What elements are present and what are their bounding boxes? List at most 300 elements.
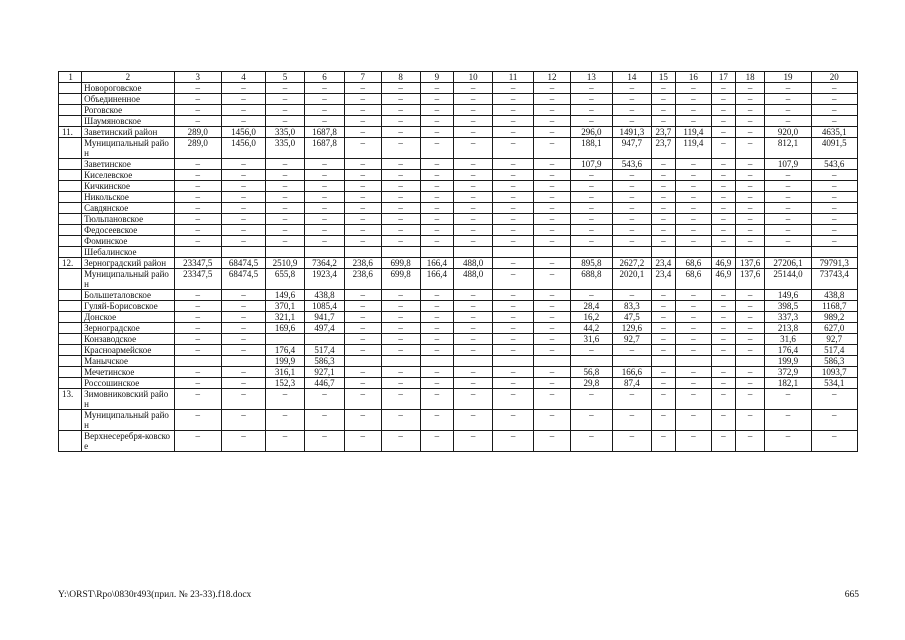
value-cell: – xyxy=(534,83,571,94)
value-cell xyxy=(266,334,305,345)
value-cell: – xyxy=(765,83,811,94)
value-cell: – xyxy=(612,181,651,192)
value-cell: – xyxy=(735,378,764,389)
value-cell: 941,7 xyxy=(304,312,344,323)
value-cell xyxy=(493,356,534,367)
column-number-cell: 10 xyxy=(454,72,493,83)
value-cell: – xyxy=(266,94,305,105)
value-cell: – xyxy=(676,170,712,181)
value-cell: – xyxy=(570,389,612,410)
value-cell: – xyxy=(266,170,305,181)
value-cell: – xyxy=(651,367,675,378)
value-cell: – xyxy=(221,159,265,170)
value-cell: 238,6 xyxy=(344,269,381,290)
row-number-cell xyxy=(59,138,82,159)
value-cell: – xyxy=(174,323,221,334)
value-cell: – xyxy=(711,203,735,214)
value-cell: 166,6 xyxy=(612,367,651,378)
value-cell: 119,4 xyxy=(676,127,712,138)
value-cell: 4635,1 xyxy=(811,127,857,138)
table-body xyxy=(59,72,858,452)
value-cell: 1093,7 xyxy=(811,367,857,378)
value-cell: 213,8 xyxy=(765,323,811,334)
value-cell: – xyxy=(711,389,735,410)
municipality-name-cell: Тюльпановское xyxy=(82,214,175,225)
value-cell: – xyxy=(344,214,381,225)
value-cell: 699,8 xyxy=(381,258,420,269)
value-cell: – xyxy=(420,389,454,410)
value-cell: – xyxy=(811,83,857,94)
value-cell: – xyxy=(735,181,764,192)
value-cell: 1491,3 xyxy=(612,127,651,138)
value-cell: – xyxy=(304,389,344,410)
value-cell: – xyxy=(493,214,534,225)
value-cell: – xyxy=(174,236,221,247)
value-cell: – xyxy=(811,94,857,105)
value-cell: – xyxy=(735,312,764,323)
value-cell: – xyxy=(420,431,454,452)
value-cell: – xyxy=(651,105,675,116)
value-cell: – xyxy=(570,83,612,94)
table-row xyxy=(59,367,858,378)
value-cell xyxy=(570,247,612,258)
value-cell: – xyxy=(381,170,420,181)
value-cell: 517,4 xyxy=(304,345,344,356)
table-row xyxy=(59,290,858,301)
value-cell: 895,8 xyxy=(570,258,612,269)
column-number-cell: 20 xyxy=(811,72,857,83)
value-cell: – xyxy=(174,290,221,301)
value-cell: – xyxy=(174,105,221,116)
table-row xyxy=(59,181,858,192)
value-cell: – xyxy=(454,116,493,127)
value-cell: 46,9 xyxy=(711,269,735,290)
value-cell: – xyxy=(454,290,493,301)
value-cell: – xyxy=(344,181,381,192)
row-number-cell xyxy=(59,105,82,116)
value-cell: – xyxy=(735,410,764,431)
value-cell: 56,8 xyxy=(570,367,612,378)
value-cell: – xyxy=(493,105,534,116)
value-cell: 1923,4 xyxy=(304,269,344,290)
value-cell: – xyxy=(221,323,265,334)
row-number-cell xyxy=(59,367,82,378)
value-cell: – xyxy=(534,431,571,452)
value-cell: – xyxy=(735,214,764,225)
value-cell: 79791,3 xyxy=(811,258,857,269)
value-cell: – xyxy=(174,94,221,105)
value-cell: 23,4 xyxy=(651,258,675,269)
value-cell: 73743,4 xyxy=(811,269,857,290)
municipality-name-cell: Роговское xyxy=(82,105,175,116)
column-number-cell: 2 xyxy=(82,72,175,83)
value-cell: – xyxy=(493,225,534,236)
row-number-cell xyxy=(59,214,82,225)
value-cell: – xyxy=(174,225,221,236)
value-cell: – xyxy=(735,159,764,170)
column-number-cell: 13 xyxy=(570,72,612,83)
value-cell: – xyxy=(454,192,493,203)
value-cell: – xyxy=(676,203,712,214)
value-cell: – xyxy=(221,312,265,323)
value-cell: – xyxy=(651,83,675,94)
value-cell: – xyxy=(266,83,305,94)
value-cell xyxy=(676,247,712,258)
row-number-cell xyxy=(59,203,82,214)
value-cell: 68474,5 xyxy=(221,258,265,269)
value-cell: – xyxy=(454,389,493,410)
value-cell: – xyxy=(676,159,712,170)
value-cell: – xyxy=(420,345,454,356)
value-cell: – xyxy=(534,138,571,159)
value-cell: 920,0 xyxy=(765,127,811,138)
municipality-name-cell: Россошинское xyxy=(82,378,175,389)
value-cell: – xyxy=(570,105,612,116)
column-number-cell: 3 xyxy=(174,72,221,83)
value-cell: – xyxy=(676,334,712,345)
value-cell: – xyxy=(651,159,675,170)
value-cell: – xyxy=(735,301,764,312)
row-number-cell xyxy=(59,410,82,431)
value-cell: – xyxy=(381,116,420,127)
value-cell: – xyxy=(344,378,381,389)
value-cell: – xyxy=(711,83,735,94)
value-cell xyxy=(454,247,493,258)
value-cell: – xyxy=(493,192,534,203)
value-cell: – xyxy=(174,192,221,203)
column-number-cell: 11 xyxy=(493,72,534,83)
value-cell: – xyxy=(174,301,221,312)
value-cell xyxy=(381,247,420,258)
value-cell: – xyxy=(651,94,675,105)
value-cell: – xyxy=(612,345,651,356)
column-number-cell: 6 xyxy=(304,72,344,83)
column-number-cell: 4 xyxy=(221,72,265,83)
value-cell: – xyxy=(304,431,344,452)
municipality-name-cell: Зимовниковский район xyxy=(82,389,175,410)
value-cell: – xyxy=(420,225,454,236)
value-cell: – xyxy=(381,431,420,452)
value-cell xyxy=(493,247,534,258)
value-cell xyxy=(174,356,221,367)
value-cell: 655,8 xyxy=(266,269,305,290)
value-cell: 27206,1 xyxy=(765,258,811,269)
value-cell: 488,0 xyxy=(454,258,493,269)
value-cell: – xyxy=(570,94,612,105)
value-cell: – xyxy=(454,225,493,236)
value-cell: – xyxy=(381,378,420,389)
value-cell: – xyxy=(534,410,571,431)
value-cell: – xyxy=(266,214,305,225)
municipality-name-cell: Донское xyxy=(82,312,175,323)
value-cell: – xyxy=(304,105,344,116)
value-cell: 1687,8 xyxy=(304,127,344,138)
value-cell: – xyxy=(651,170,675,181)
value-cell: – xyxy=(420,181,454,192)
value-cell: – xyxy=(174,214,221,225)
value-cell: 23347,5 xyxy=(174,258,221,269)
value-cell: – xyxy=(651,312,675,323)
value-cell: – xyxy=(174,312,221,323)
value-cell: – xyxy=(493,203,534,214)
value-cell: – xyxy=(493,312,534,323)
value-cell: 1168,7 xyxy=(811,301,857,312)
value-cell xyxy=(221,356,265,367)
municipality-name-cell: Мечетинское xyxy=(82,367,175,378)
value-cell: – xyxy=(711,116,735,127)
table-row xyxy=(59,116,858,127)
value-cell: – xyxy=(174,83,221,94)
column-number-cell: 5 xyxy=(266,72,305,83)
value-cell xyxy=(735,356,764,367)
value-cell: 152,3 xyxy=(266,378,305,389)
value-cell xyxy=(381,356,420,367)
table-row xyxy=(59,192,858,203)
value-cell: 166,4 xyxy=(420,269,454,290)
value-cell: 446,7 xyxy=(304,378,344,389)
value-cell: – xyxy=(344,431,381,452)
value-cell: – xyxy=(534,214,571,225)
value-cell: – xyxy=(570,116,612,127)
value-cell: – xyxy=(454,105,493,116)
value-cell xyxy=(711,356,735,367)
value-cell: – xyxy=(676,323,712,334)
value-cell: – xyxy=(381,345,420,356)
value-cell: – xyxy=(493,367,534,378)
value-cell: – xyxy=(651,389,675,410)
value-cell: 199,9 xyxy=(266,356,305,367)
value-cell: – xyxy=(534,181,571,192)
value-cell: 68,6 xyxy=(676,269,712,290)
value-cell: – xyxy=(570,290,612,301)
row-number-cell xyxy=(59,170,82,181)
value-cell: 488,0 xyxy=(454,269,493,290)
value-cell: 4091,5 xyxy=(811,138,857,159)
row-number-cell xyxy=(59,378,82,389)
value-cell: – xyxy=(676,83,712,94)
value-cell: – xyxy=(612,94,651,105)
value-cell: – xyxy=(454,181,493,192)
municipality-name-cell: Муниципальный район xyxy=(82,138,175,159)
value-cell: – xyxy=(266,236,305,247)
table-row xyxy=(59,138,858,159)
column-number-cell: 9 xyxy=(420,72,454,83)
value-cell: – xyxy=(765,105,811,116)
value-cell xyxy=(174,247,221,258)
value-cell: – xyxy=(420,410,454,431)
table-row xyxy=(59,159,858,170)
value-cell: 289,0 xyxy=(174,138,221,159)
municipality-name-cell: Федосеевское xyxy=(82,225,175,236)
value-cell: – xyxy=(765,431,811,452)
value-cell: – xyxy=(711,170,735,181)
value-cell: – xyxy=(765,214,811,225)
value-cell: – xyxy=(420,214,454,225)
value-cell: – xyxy=(811,431,857,452)
value-cell: – xyxy=(735,94,764,105)
value-cell: – xyxy=(266,203,305,214)
value-cell: – xyxy=(266,105,305,116)
table-row xyxy=(59,258,858,269)
value-cell: – xyxy=(811,225,857,236)
value-cell xyxy=(735,247,764,258)
value-cell: – xyxy=(493,170,534,181)
value-cell: – xyxy=(381,192,420,203)
value-cell: – xyxy=(266,159,305,170)
value-cell: – xyxy=(381,290,420,301)
value-cell: – xyxy=(651,410,675,431)
value-cell: – xyxy=(651,181,675,192)
value-cell xyxy=(344,247,381,258)
value-cell xyxy=(344,356,381,367)
value-cell: – xyxy=(381,159,420,170)
value-cell: – xyxy=(221,367,265,378)
value-cell: – xyxy=(676,312,712,323)
value-cell: – xyxy=(765,225,811,236)
value-cell: 1687,8 xyxy=(304,138,344,159)
value-cell: – xyxy=(174,181,221,192)
value-cell: – xyxy=(534,127,571,138)
value-cell: 586,3 xyxy=(304,356,344,367)
value-cell: – xyxy=(304,181,344,192)
value-cell: 1456,0 xyxy=(221,138,265,159)
value-cell: 149,6 xyxy=(266,290,305,301)
value-cell: 688,8 xyxy=(570,269,612,290)
municipality-name-cell: Заветинское xyxy=(82,159,175,170)
value-cell: – xyxy=(711,214,735,225)
value-cell: – xyxy=(811,116,857,127)
value-cell xyxy=(651,356,675,367)
value-cell xyxy=(266,247,305,258)
value-cell: – xyxy=(304,94,344,105)
value-cell: – xyxy=(711,236,735,247)
value-cell: – xyxy=(493,83,534,94)
value-cell: – xyxy=(735,127,764,138)
table-row xyxy=(59,170,858,181)
municipality-name-cell: Савдянское xyxy=(82,203,175,214)
row-number-cell xyxy=(59,225,82,236)
value-cell: – xyxy=(534,192,571,203)
value-cell: – xyxy=(221,301,265,312)
value-cell: – xyxy=(381,105,420,116)
value-cell: – xyxy=(711,138,735,159)
value-cell: – xyxy=(344,192,381,203)
value-cell: – xyxy=(651,323,675,334)
value-cell: – xyxy=(174,116,221,127)
column-number-row xyxy=(59,72,858,83)
value-cell: 176,4 xyxy=(266,345,305,356)
value-cell: – xyxy=(534,323,571,334)
table-row xyxy=(59,94,858,105)
value-cell: – xyxy=(420,367,454,378)
value-cell: – xyxy=(534,236,571,247)
value-cell: – xyxy=(454,323,493,334)
value-cell: – xyxy=(266,181,305,192)
value-cell: – xyxy=(570,345,612,356)
value-cell: 517,4 xyxy=(811,345,857,356)
value-cell: 44,2 xyxy=(570,323,612,334)
column-number-cell: 15 xyxy=(651,72,675,83)
value-cell: – xyxy=(344,105,381,116)
value-cell: – xyxy=(676,431,712,452)
value-cell: – xyxy=(612,236,651,247)
value-cell: – xyxy=(676,301,712,312)
row-number-cell: 11. xyxy=(59,127,82,138)
value-cell: 296,0 xyxy=(570,127,612,138)
value-cell: – xyxy=(381,127,420,138)
row-number-cell xyxy=(59,236,82,247)
value-cell: – xyxy=(570,225,612,236)
value-cell: – xyxy=(420,334,454,345)
value-cell: – xyxy=(174,410,221,431)
value-cell: 238,6 xyxy=(344,258,381,269)
value-cell: – xyxy=(735,290,764,301)
value-cell: 372,9 xyxy=(765,367,811,378)
value-cell: – xyxy=(811,181,857,192)
value-cell: – xyxy=(534,290,571,301)
value-cell: – xyxy=(534,116,571,127)
value-cell: – xyxy=(811,203,857,214)
value-cell: – xyxy=(612,192,651,203)
value-cell: 534,1 xyxy=(811,378,857,389)
value-cell: – xyxy=(612,170,651,181)
value-cell: 68474,5 xyxy=(221,269,265,290)
value-cell: – xyxy=(344,225,381,236)
value-cell: – xyxy=(676,290,712,301)
value-cell: – xyxy=(381,138,420,159)
value-cell: – xyxy=(612,225,651,236)
value-cell: – xyxy=(420,192,454,203)
value-cell: – xyxy=(420,105,454,116)
value-cell: 92,7 xyxy=(811,334,857,345)
value-cell: – xyxy=(651,345,675,356)
value-cell: – xyxy=(570,410,612,431)
municipality-name-cell: Верхнесеребря-ковское xyxy=(82,431,175,452)
value-cell: – xyxy=(221,181,265,192)
page-number: 665 xyxy=(844,590,859,600)
value-cell: – xyxy=(612,389,651,410)
value-cell: 23,7 xyxy=(651,138,675,159)
value-cell: – xyxy=(493,410,534,431)
value-cell: – xyxy=(711,127,735,138)
value-cell: – xyxy=(304,225,344,236)
value-cell: – xyxy=(344,170,381,181)
value-cell: – xyxy=(420,138,454,159)
value-cell: – xyxy=(454,312,493,323)
value-cell: – xyxy=(174,334,221,345)
column-number-cell: 12 xyxy=(534,72,571,83)
row-number-cell xyxy=(59,334,82,345)
value-cell: – xyxy=(534,203,571,214)
value-cell: – xyxy=(612,214,651,225)
value-cell: 438,8 xyxy=(304,290,344,301)
value-cell: – xyxy=(221,170,265,181)
row-number-cell xyxy=(59,431,82,452)
value-cell: – xyxy=(221,214,265,225)
value-cell: 129,6 xyxy=(612,323,651,334)
value-cell: – xyxy=(454,127,493,138)
value-cell: 316,1 xyxy=(266,367,305,378)
value-cell: – xyxy=(711,431,735,452)
value-cell: – xyxy=(221,345,265,356)
row-number-cell xyxy=(59,94,82,105)
value-cell: – xyxy=(570,203,612,214)
value-cell: – xyxy=(735,105,764,116)
value-cell: – xyxy=(420,301,454,312)
value-cell xyxy=(612,356,651,367)
value-cell: – xyxy=(174,389,221,410)
municipality-name-cell: Муниципальный район xyxy=(82,410,175,431)
